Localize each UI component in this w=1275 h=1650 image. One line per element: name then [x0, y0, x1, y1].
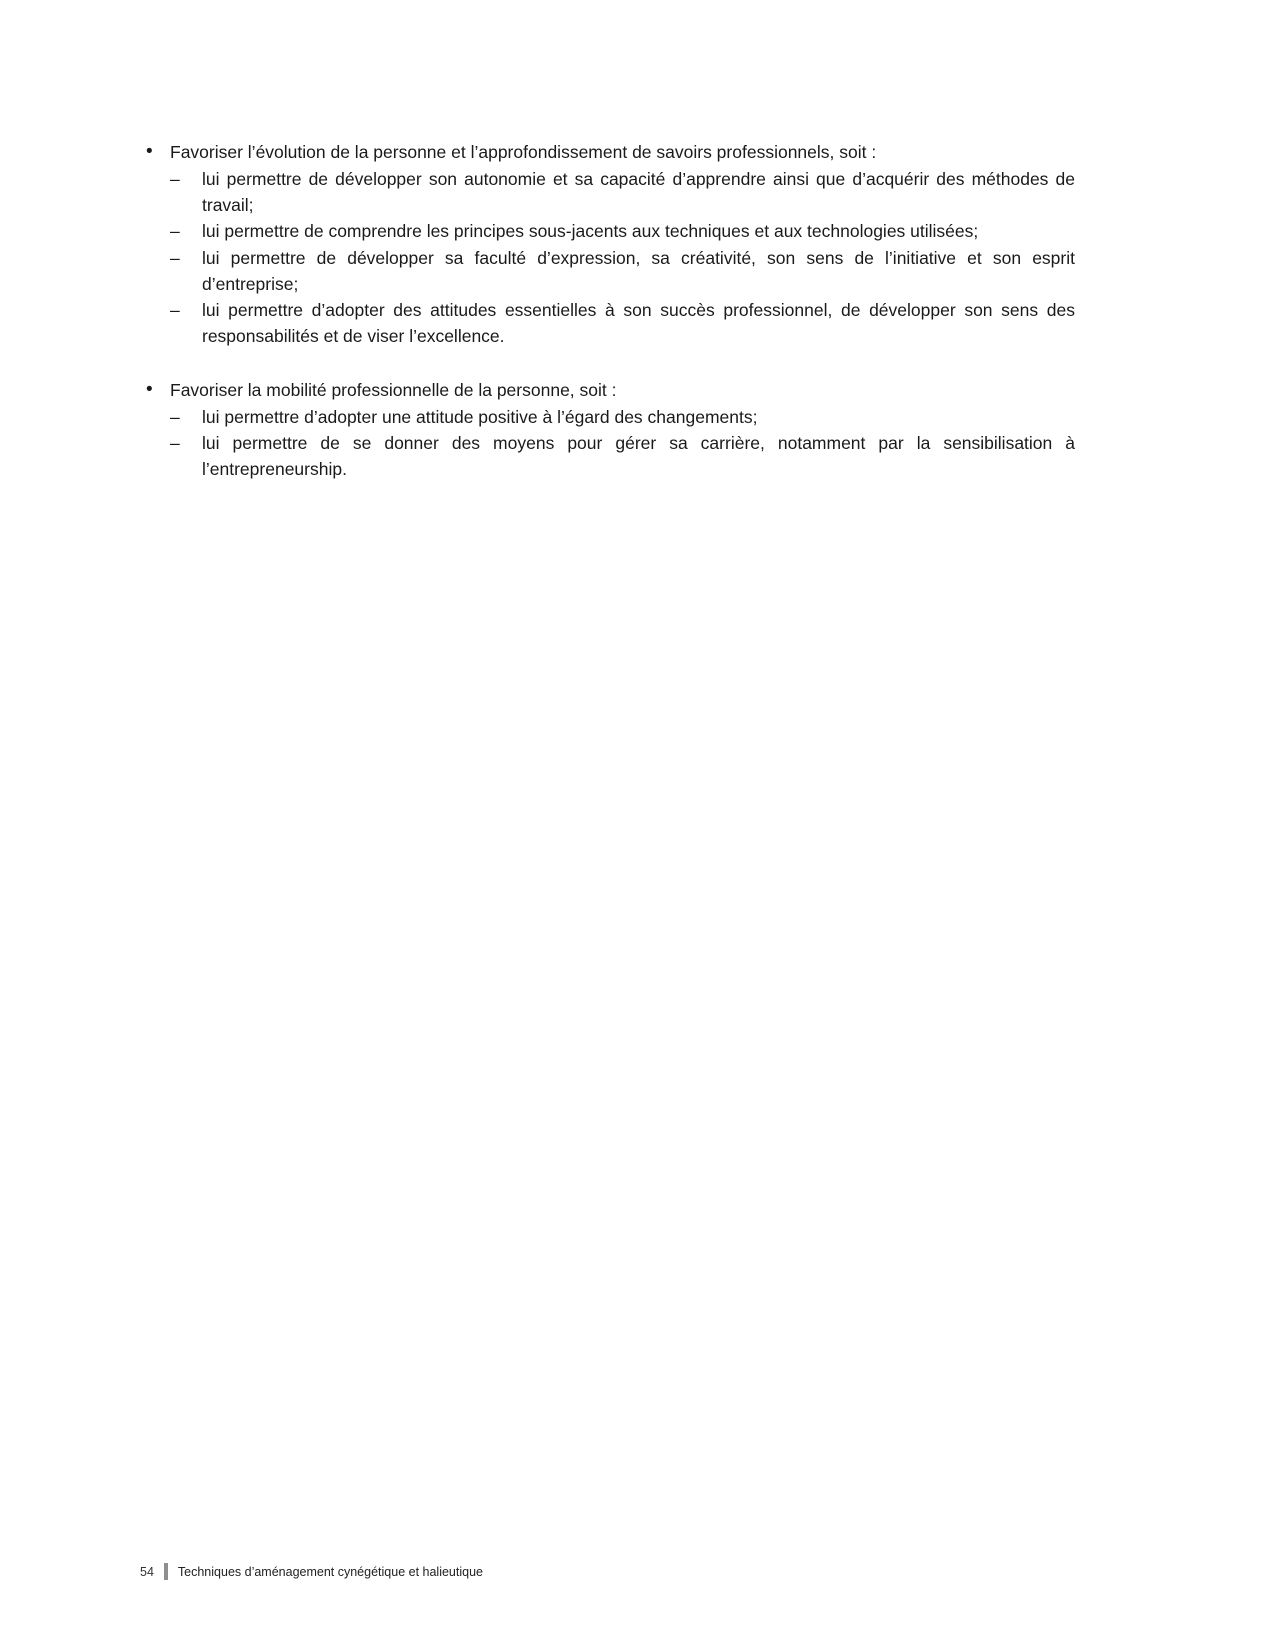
bullet-group-2 [140, 378, 1075, 483]
footer-divider [164, 1563, 168, 1580]
page-footer [140, 1563, 483, 1580]
dash-marker-icon: – [170, 406, 180, 427]
dash-marker-icon: – [170, 433, 180, 454]
bullet-list-2 [140, 378, 1075, 483]
sub-list-item [170, 298, 1075, 349]
bullet-list-1 [140, 140, 1075, 350]
dash-marker-icon: – [170, 168, 180, 189]
bullet-text: Favoriser la mobilité professionnelle de la personne, soit : [170, 379, 617, 400]
page-number: 54 [140, 1564, 154, 1579]
page-content [140, 140, 1075, 484]
footer-title: Techniques d’aménagement cynégétique et halieutique [177, 1564, 483, 1579]
sub-list-item [170, 405, 1075, 431]
bullet-item [140, 378, 1075, 483]
dash-marker-icon: – [170, 221, 180, 242]
bullet-text: Favoriser l’évolution de la personne et l’approfondissement de savoirs professionnels, soit : [170, 142, 877, 162]
bullet-group-1 [140, 140, 1075, 350]
sub-list-item-text: lui permettre de comprendre les principes sous-jacents aux techniques et aux technologies utilisées; [202, 221, 979, 242]
sub-list-item-text: lui permettre d’adopter une attitude positive à l’égard des changements; [202, 406, 758, 427]
sub-list-item [170, 431, 1075, 482]
dash-marker-icon: – [170, 248, 180, 268]
sub-list-item-text: lui permettre de développer sa faculté d’expression, sa créativité, son sens de l’initiative et son esprit d’entreprise; [202, 248, 1075, 294]
sub-list-item-text: lui permettre de se donner des moyens pour gérer sa carrière, notamment par la sensibilisation à l’entrepreneurship. [202, 433, 1075, 480]
sub-list [170, 167, 1075, 350]
sub-list-item-text: lui permettre de développer son autonomie et sa capacité d’apprendre ainsi que d’acquérir des méthodes de travail; [202, 168, 1075, 215]
bullet-marker-icon: • [146, 378, 153, 400]
bullet-item [140, 140, 1075, 350]
sub-list-item [170, 219, 1075, 245]
sub-list-item-text: lui permettre d’adopter des attitudes essentielles à son succès professionnel, de développer son sens des responsabilités et de viser l’excellence. [202, 300, 1075, 347]
sub-list-item [170, 167, 1075, 218]
bullet-marker-icon: • [146, 141, 153, 162]
sub-list [170, 405, 1075, 483]
sub-list-item [170, 246, 1075, 297]
dash-marker-icon: – [170, 300, 180, 321]
